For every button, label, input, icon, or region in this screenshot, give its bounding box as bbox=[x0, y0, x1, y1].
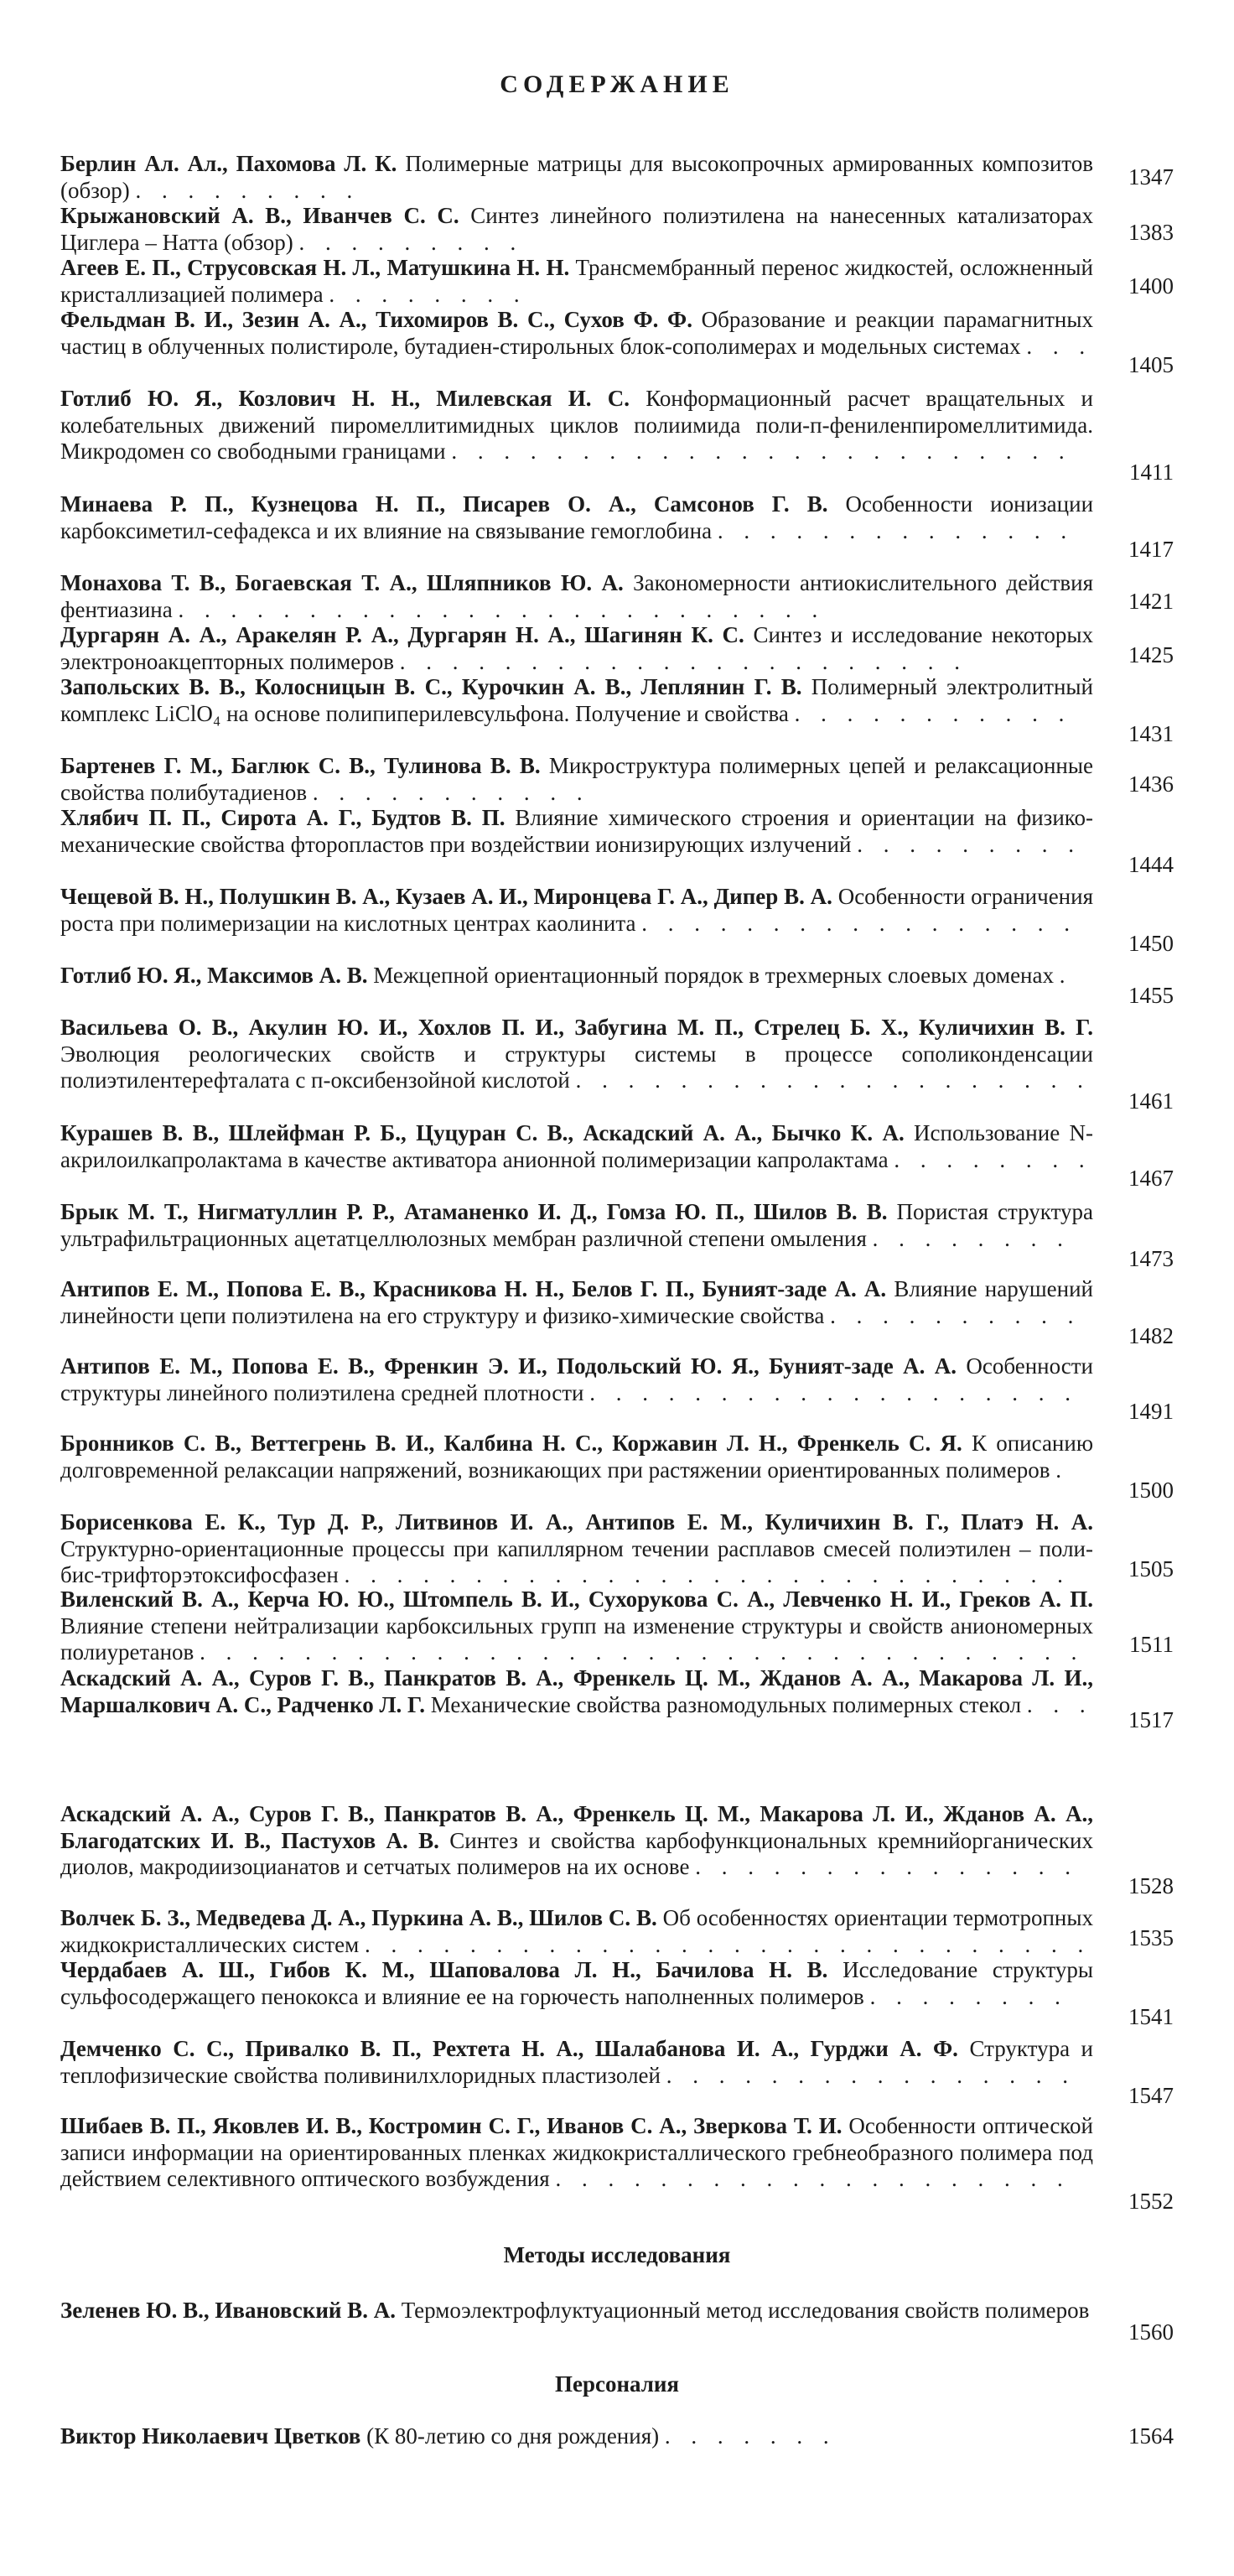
entry-title: Полимерные матрицы для высокопрочных армированных композитов (обзор) bbox=[60, 151, 1093, 203]
entry-page: 1421 bbox=[1128, 589, 1174, 614]
leader-dots: . . . . . . . . . . . . . . . . . . . . . . . . . . . . bbox=[364, 1931, 1091, 1957]
leader-dots: . . . . . . . . . bbox=[298, 229, 524, 255]
toc-entry bbox=[60, 570, 1093, 623]
entry-title: Пористая структура ультрафильтрационных ацетатцеллюлозных мембран различной степени омыления bbox=[60, 1199, 1093, 1251]
entry-page: 1405 bbox=[1128, 352, 1174, 377]
toc-entry bbox=[60, 1587, 1093, 1666]
entry-title: Особенности ограничения роста при полимеризации на кислотных центрах каолинита bbox=[60, 884, 1093, 936]
toc-entry bbox=[60, 1120, 1093, 1173]
toc-entry bbox=[60, 1353, 1093, 1406]
toc-entry bbox=[60, 1905, 1093, 1958]
entry-title: Влияние нарушений линейности цепи полиэтилена на его структуру и физико-химические свойства bbox=[60, 1276, 1094, 1328]
toc-entry bbox=[60, 2298, 1093, 2324]
toc-entry bbox=[60, 386, 1093, 465]
entry-title: Эволюция реологических свойств и структуры системы в процессе сополиконденсации полиэтилентерефталата с п-оксибензойной кислотой bbox=[60, 1041, 1093, 1093]
entry-authors: Агеев Е. П., Струсовская Н. Л., Матушкина Н. Н. bbox=[60, 255, 570, 280]
entry-page: 1461 bbox=[1128, 1088, 1174, 1114]
entry-page: 1552 bbox=[1128, 2189, 1174, 2214]
entry-authors: Чещевой В. Н., Полушкин В. А., Кузаев А. И., Миронцева Г. А., Дипер В. А. bbox=[60, 884, 832, 909]
entry-title: Синтез линейного полиэтилена на нанесенных катализаторах Циглера – Натта (обзор) bbox=[60, 203, 1094, 255]
toc-entry bbox=[60, 2113, 1093, 2193]
entry-page: 1511 bbox=[1129, 1632, 1174, 1657]
entry-authors: Шибаев В. П., Яковлев И. В., Костромин С. Г., Иванов С. А., Зверкова Т. И. bbox=[60, 2113, 843, 2138]
leader-dots: . . . . . . . . bbox=[894, 1146, 1092, 1172]
entry-title: Использование N-акрилоилкапролактама в качестве активатора анионной полимеризации капролактама bbox=[60, 1120, 1094, 1172]
entry-authors: Аскадский А. А., Суров Г. В., Панкратов В. А., Френкель Ц. М., Макарова Л. И., Жданов А. А., Благодатских И. В., Пастухов А. В. bbox=[60, 1801, 1093, 1853]
entry-authors: Минаева Р. П., Кузнецова Н. П., Писарев О. А., Самсонов Г. В. bbox=[60, 491, 828, 517]
entry-authors: Борисенкова Е. К., Тур Д. Р., Литвинов И. А., Антипов Е. М., Куличихин В. Г., Платэ Н. А. bbox=[60, 1509, 1093, 1535]
toc-entry bbox=[60, 203, 1093, 256]
toc-entry bbox=[60, 1015, 1093, 1094]
entry-title: Трансмембранный перенос жидкостей, осложненный кристаллизацией полимера bbox=[60, 255, 1093, 307]
leader-dots: . . . . . . . . . . . bbox=[794, 700, 1072, 726]
leader-dots: . bbox=[1055, 1457, 1069, 1483]
leader-dots: . . . . . . . . . . . . . . . . . . . bbox=[589, 1379, 1078, 1405]
leader-dots: . . . . . . . . . . . . . . . bbox=[695, 1854, 1078, 1879]
entry-title: Особенности оптической записи информации на ориентированных пленках жидкокристаллического гребнеобразного полимера под действием селективного оптического возбуждения bbox=[60, 2113, 1093, 2191]
leader-dots: . . . . . . . . bbox=[329, 281, 527, 307]
leader-dots: . . . . . . . . . . . . . . . . bbox=[666, 2062, 1076, 2088]
entry-authors: Виктор Николаевич Цветков bbox=[60, 2423, 361, 2449]
toc-entry bbox=[60, 963, 1093, 989]
entry-title: Синтез и исследование некоторых электроноакцепторных полимеров bbox=[60, 622, 1094, 674]
entry-title: Механические свойства разномодульных полимерных стекол bbox=[430, 1691, 1022, 1717]
entry-authors: Готлиб Ю. Я., Козлович Н. Н., Милевская И. С. bbox=[60, 386, 630, 411]
entry-title: Структурно-ориентационные процессы при капиллярном течении расплавов смесей полиэтилен – поли-бис-трифторэтоксифосфазен bbox=[60, 1535, 1093, 1587]
entry-title: К описанию долговременной релаксации напряжений, возникающих при растяжении ориентированных полимеров bbox=[60, 1431, 1093, 1483]
toc-entry bbox=[60, 1509, 1093, 1589]
leader-dots: . . . . . . . . . bbox=[857, 831, 1081, 857]
entry-page: 1535 bbox=[1128, 1925, 1174, 1950]
entry-authors: Дургарян А. А., Аракелян Р. А., Дургарян Н. А., Шагинян К. С. bbox=[60, 622, 744, 647]
section-heading-methods: Методы исследования bbox=[503, 2242, 731, 2267]
leader-dots: . . . bbox=[1026, 1691, 1093, 1717]
entry-authors: Волчек Б. З., Медведева Д. А., Пуркина А. В., Шилов С. В. bbox=[60, 1905, 657, 1930]
entry-page: 1505 bbox=[1128, 1556, 1174, 1581]
leader-dots: . . . . . . . . . . . . . . . . . . . . . . . . bbox=[451, 439, 1072, 464]
entry-page: 1425 bbox=[1128, 642, 1174, 667]
entry-authors: Антипов Е. М., Попова Е. В., Френкин Э. И., Подольский Ю. Я., Буният-заде А. А. bbox=[60, 1353, 957, 1379]
toc-entry bbox=[60, 307, 1093, 360]
entry-page: 1517 bbox=[1128, 1707, 1174, 1732]
leader-dots: . . . . . . . . . . bbox=[830, 1302, 1081, 1328]
entry-title: Полимерный электролитный комплекс LiClO₄ на основе полипиперилевсульфона. Получение и свойства bbox=[60, 674, 1093, 726]
entry-title: Исследование структуры сульфосодержащего пенококса и влияние ее на горючесть наполненных полимеров bbox=[60, 1957, 1093, 2009]
toc-entry bbox=[60, 674, 1093, 727]
toc-title: СОДЕРЖАНИЕ bbox=[500, 70, 734, 98]
entry-authors: Крыжановский А. В., Иванчев С. С. bbox=[60, 203, 459, 228]
leader-dots: . . . . . . . bbox=[664, 2423, 837, 2449]
entry-page: 1473 bbox=[1128, 1246, 1174, 1271]
leader-dots: . . . . . . . . . . . . . . . . . . . . . . . . . . . . . . . . . . bbox=[200, 1639, 1085, 1665]
toc-entry bbox=[60, 1801, 1093, 1881]
entry-page: 1541 bbox=[1128, 2004, 1174, 2029]
entry-page: 1547 bbox=[1128, 2083, 1174, 2108]
leader-dots: . . . . . . . . . . . . . . . . . . . . . . . . . bbox=[178, 596, 826, 622]
toc-entry bbox=[60, 1276, 1093, 1329]
entry-page: 1564 bbox=[1128, 2423, 1174, 2449]
entry-title: Влияние степени нейтрализации карбоксильных групп на изменение структуры и свойств аниономерных полиуретанов bbox=[60, 1613, 1093, 1665]
leader-dots: . . . . . . . . . . . . . . . . . . . . bbox=[575, 1067, 1091, 1093]
entry-title: Об особенностях ориентации термотропных жидкокристаллических систем bbox=[60, 1905, 1093, 1957]
entry-authors: Зеленев Ю. В., Ивановский В. А. bbox=[60, 2298, 396, 2323]
toc-entry bbox=[60, 2036, 1093, 2089]
entry-authors: Брык М. Т., Нигматуллин Р. Р., Атаманенко И. Д., Гомза Ю. П., Шилов В. В. bbox=[60, 1199, 888, 1224]
entry-authors: Васильева О. В., Акулин Ю. И., Хохлов П. И., Забугина М. П., Стрелец Б. Х., Куличихин В. Г. bbox=[60, 1015, 1093, 1040]
leader-dots: . . . . . . . . . . . . . . . . . bbox=[641, 910, 1077, 936]
entry-page: 1417 bbox=[1128, 537, 1174, 562]
entry-page: 1431 bbox=[1128, 721, 1174, 746]
leader-dots: . . . . . . . . . bbox=[135, 177, 360, 203]
section-heading-personalia: Персоналия bbox=[554, 2371, 680, 2397]
leader-dots: . . . . . . . . bbox=[872, 1225, 1071, 1251]
entry-title: Особенности структуры линейного полиэтилена средней плотности bbox=[60, 1353, 1094, 1405]
toc-entry bbox=[60, 1199, 1093, 1252]
toc-entry bbox=[60, 884, 1093, 937]
entry-authors: Антипов Е. М., Попова Е. В., Красникова Н. Н., Белов Г. П., Буният-заде А. А. bbox=[60, 1276, 887, 1301]
entry-page: 1560 bbox=[1128, 2319, 1174, 2345]
entry-authors: Чердабаев А. Ш., Гибов К. М., Шаповалова Л. Н., Бачилова Н. В. bbox=[60, 1957, 828, 1982]
entry-authors: Запольских В. В., Колосницын В. С., Курочкин А. В., Леплянин Г. В. bbox=[60, 674, 802, 699]
entry-authors: Демченко С. С., Привалко В. П., Рехтета Н. А., Шалабанова И. А., Гурджи А. Ф. bbox=[60, 2036, 958, 2061]
toc-entry bbox=[60, 1665, 1093, 1718]
toc-entry bbox=[60, 2423, 1093, 2450]
leader-dots: . . . bbox=[1026, 333, 1093, 359]
entry-page: 1528 bbox=[1128, 1873, 1174, 1898]
leader-dots: . . . . . . . . . . . bbox=[312, 779, 590, 805]
entry-title: Образование и реакции парамагнитных частиц в облученных полистироле, бутадиен-стирольных блок-сополимерах и модельных системах bbox=[60, 307, 1093, 359]
entry-page: 1383 bbox=[1128, 220, 1174, 245]
leader-dots: . . . . . . . . . . . . . . bbox=[717, 517, 1075, 543]
toc-entry bbox=[60, 1431, 1093, 1483]
toc-entry bbox=[60, 622, 1093, 675]
entry-title: Синтез и свойства карбофункциональных кремнийорганических диолов, макродиизоцианатов и сетчатых полимеров на их основе bbox=[60, 1827, 1094, 1879]
entry-title: Микроструктура полимерных цепей и релаксационные свойства полибутадиенов bbox=[60, 753, 1094, 805]
entry-authors: Аскадский А. А., Суров Г. В., Панкратов В. А., Френкель Ц. М., Жданов А. А., Макарова Л. И., Маршалкович А. С., Радченко Л. Г. bbox=[60, 1665, 1093, 1717]
entry-title: Структура и теплофизические свойства поливинилхлоридных пластизолей bbox=[60, 2036, 1093, 2088]
entry-authors: Бартенев Г. М., Баглюк С. В., Тулинова В. В. bbox=[60, 753, 541, 778]
entry-authors: Хлябич П. П., Сирота А. Г., Будтов В. П. bbox=[60, 805, 506, 830]
leader-dots: . bbox=[1059, 963, 1073, 988]
toc-entry bbox=[60, 805, 1093, 858]
entry-title: (К 80-летию со дня рождения) bbox=[366, 2423, 660, 2449]
entry-page: 1436 bbox=[1128, 771, 1174, 797]
leader-dots: . . . . . . . . bbox=[869, 1983, 1068, 2009]
entry-title: Конформационный расчет вращательных и колебательных движений пиромеллитимидных циклов полиимида поли-п-фениленпиромеллитимида. Микродомен со свободными границами bbox=[60, 386, 1093, 464]
entry-page: 1347 bbox=[1128, 164, 1174, 190]
leader-dots: . . . . . . . . . . . . . . . . . . . . bbox=[555, 2166, 1071, 2191]
entry-page: 1450 bbox=[1128, 931, 1174, 956]
entry-title: Термоэлектрофлуктуационный метод исследования свойств полимеров bbox=[401, 2298, 1090, 2323]
toc-entry bbox=[60, 491, 1093, 544]
entry-authors: Фельдман В. И., Зезин А. А., Тихомиров В. С., Сухов Ф. Ф. bbox=[60, 307, 693, 332]
entry-authors: Готлиб Ю. Я., Максимов А. В. bbox=[60, 963, 368, 988]
toc-entry bbox=[60, 255, 1093, 308]
entry-page: 1411 bbox=[1129, 460, 1174, 485]
entry-page: 1491 bbox=[1128, 1399, 1174, 1424]
entry-authors: Монахова Т. В., Богаевская Т. А., Шляпников Ю. А. bbox=[60, 570, 624, 595]
leader-dots: . . . . . . . . . . . . . . . . . . . . . . bbox=[399, 648, 967, 674]
leader-dots: . . . . . . . . . . . . . . . . . . . . . . . . . . . . bbox=[344, 1562, 1071, 1587]
entry-title: Влияние химического строения и ориентации на физико-механические свойства фторопластов при воздействии ионизирующих излучений bbox=[60, 805, 1094, 857]
entry-page: 1467 bbox=[1128, 1166, 1174, 1191]
entry-authors: Курашев В. В., Шлейфман Р. Б., Цуцуран С. В., Аскадский А. А., Бычко К. А. bbox=[60, 1120, 905, 1145]
entry-page: 1400 bbox=[1128, 273, 1174, 299]
toc-entry bbox=[60, 151, 1093, 204]
entry-title: Межцепной ориентационный порядок в трехмерных слоевых доменах bbox=[373, 963, 1054, 988]
entry-authors: Виленский В. А., Керча Ю. Ю., Штомпель В. И., Сухорукова С. А., Левченко Н. И., Греков А. П. bbox=[60, 1587, 1093, 1612]
entry-title: Закономерности антиокислительного действия фентиазина bbox=[60, 570, 1094, 622]
entry-page: 1482 bbox=[1128, 1323, 1174, 1348]
entry-authors: Бронников С. В., Веттегрень В. И., Калбина Н. С., Коржавин Л. Н., Френкель С. Я. bbox=[60, 1431, 962, 1456]
toc-entry bbox=[60, 1957, 1093, 2010]
entry-page: 1444 bbox=[1128, 852, 1174, 877]
entry-page: 1455 bbox=[1128, 983, 1174, 1008]
entry-authors: Берлин Ал. Ал., Пахомова Л. К. bbox=[60, 151, 397, 176]
toc-entry bbox=[60, 753, 1093, 806]
entry-page: 1500 bbox=[1128, 1478, 1174, 1503]
entry-title: Особенности ионизации карбоксиметил-сефадекса и их влияние на связывание гемоглобина bbox=[60, 491, 1094, 543]
